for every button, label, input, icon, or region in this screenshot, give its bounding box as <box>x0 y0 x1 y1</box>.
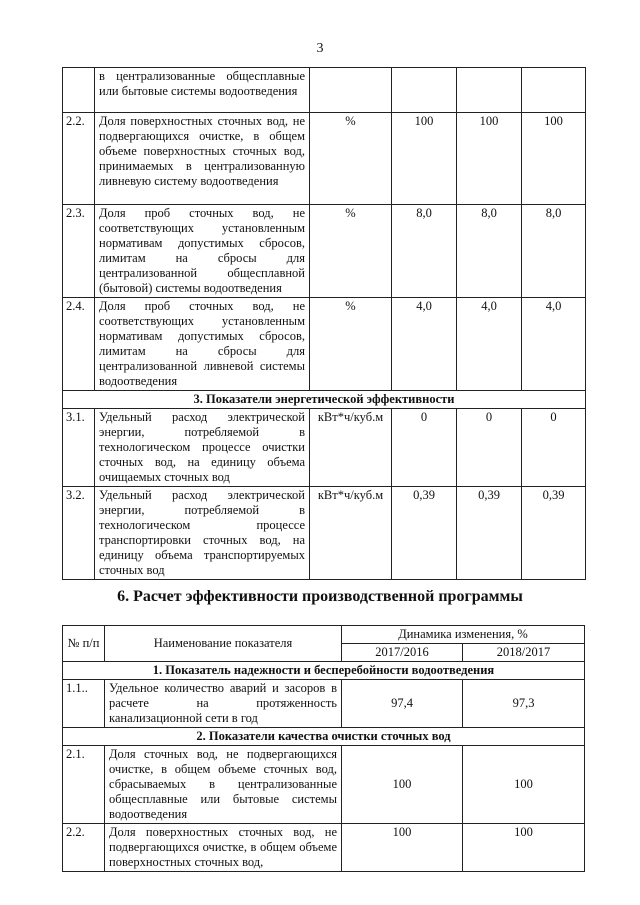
row-number: 3.1. <box>63 409 95 487</box>
row-value: 4,0 <box>392 298 457 391</box>
row-number: 3.2. <box>63 487 95 580</box>
table-header-row <box>63 626 585 644</box>
indicators-table-continued <box>62 67 586 580</box>
efficiency-table <box>62 625 585 872</box>
row-value: 97,4 <box>342 680 463 728</box>
section-header-row <box>63 662 585 680</box>
row-value: 0,39 <box>522 487 586 580</box>
table-row <box>63 205 586 298</box>
row-description: Доля проб сточных вод, не соответствующих установленным нормативам допустимых сбросов, лимитам на сбросы для централизованной общесплавной (бытовой) системы водоотведения <box>95 205 310 298</box>
row-value: 100 <box>463 746 585 824</box>
row-number: 2.2. <box>63 824 105 872</box>
row-number: 1.1.. <box>63 680 105 728</box>
table-row <box>63 824 585 872</box>
row-value: 100 <box>457 113 522 205</box>
row-number: 2.2. <box>63 113 95 205</box>
section-heading: 2. Показатели качества очистки сточных вод <box>63 728 585 746</box>
row-value <box>392 68 457 113</box>
header-col-2018: 2018/2017 <box>463 644 585 662</box>
table-row <box>63 746 585 824</box>
row-value: 0 <box>457 409 522 487</box>
table-row <box>63 298 586 391</box>
row-unit: % <box>310 205 392 298</box>
row-value: 0 <box>522 409 586 487</box>
row-number: 2.4. <box>63 298 95 391</box>
table-row <box>63 113 586 205</box>
row-value: 0,39 <box>392 487 457 580</box>
table-row <box>63 409 586 487</box>
row-unit: % <box>310 113 392 205</box>
row-description: Удельное количество аварий и засоров в расчете на протяженность канализационной сети в год <box>105 680 342 728</box>
section-heading: 3. Показатели энергетической эффективности <box>63 391 586 409</box>
row-value: 100 <box>342 824 463 872</box>
row-value: 100 <box>463 824 585 872</box>
row-value <box>522 68 586 113</box>
row-unit: % <box>310 298 392 391</box>
row-value: 4,0 <box>457 298 522 391</box>
row-value: 0 <box>392 409 457 487</box>
table-row <box>63 487 586 580</box>
header-number: № п/п <box>63 626 105 662</box>
row-description: Доля сточных вод, не подвергающихся очистке, в общем объеме сточных вод, сбрасываемых в централизованные общесплавные или бытовые системы водоотведения <box>105 746 342 824</box>
header-name: Наименование показателя <box>105 626 342 662</box>
row-description: Удельный расход электрической энергии, потребляемой в технологическом процессе очистки сточных вод, на единицу объема очищаемых сточных вод <box>95 409 310 487</box>
row-number: 2.3. <box>63 205 95 298</box>
row-description: Доля поверхностных сточных вод, не подвергающихся очистке, в общем объеме поверхностных сточных вод, <box>105 824 342 872</box>
section-title: 6. Расчет эффективности производственной программы <box>117 588 523 605</box>
row-value: 97,3 <box>463 680 585 728</box>
row-value: 8,0 <box>392 205 457 298</box>
row-description: Удельный расход электрической энергии, потребляемой в технологическом процессе транспортировки сточных вод, на единицу объема транспортируемых сточных вод <box>95 487 310 580</box>
row-value: 100 <box>522 113 586 205</box>
row-number <box>63 68 95 113</box>
row-value: 100 <box>342 746 463 824</box>
row-unit <box>310 68 392 113</box>
row-value: 8,0 <box>457 205 522 298</box>
row-unit: кВт*ч/куб.м <box>310 487 392 580</box>
row-number: 2.1. <box>63 746 105 824</box>
row-value: 8,0 <box>522 205 586 298</box>
header-dynamics: Динамика изменения, % <box>342 626 585 644</box>
table-row <box>63 680 585 728</box>
table-row <box>63 68 586 113</box>
row-value: 100 <box>392 113 457 205</box>
row-value: 0,39 <box>457 487 522 580</box>
row-description: в централизованные общесплавные или бытовые системы водоотведения <box>95 68 310 113</box>
row-description: Доля поверхностных сточных вод, не подвергающихся очистке, в общем объеме поверхностных сточных вод, принимаемых в централизованную ливневую систему водоотведения <box>95 113 310 205</box>
row-value: 4,0 <box>522 298 586 391</box>
section-heading: 1. Показатель надежности и бесперебойности водоотведения <box>63 662 585 680</box>
section-header-row <box>63 391 586 409</box>
header-col-2017: 2017/2016 <box>342 644 463 662</box>
row-description: Доля проб сточных вод, не соответствующих установленным нормативам допустимых сбросов, лимитам на сбросы для централизованной ливневой системы водоотведения <box>95 298 310 391</box>
row-unit: кВт*ч/куб.м <box>310 409 392 487</box>
section-header-row <box>63 728 585 746</box>
page-number: 3 <box>316 41 324 56</box>
row-value <box>457 68 522 113</box>
